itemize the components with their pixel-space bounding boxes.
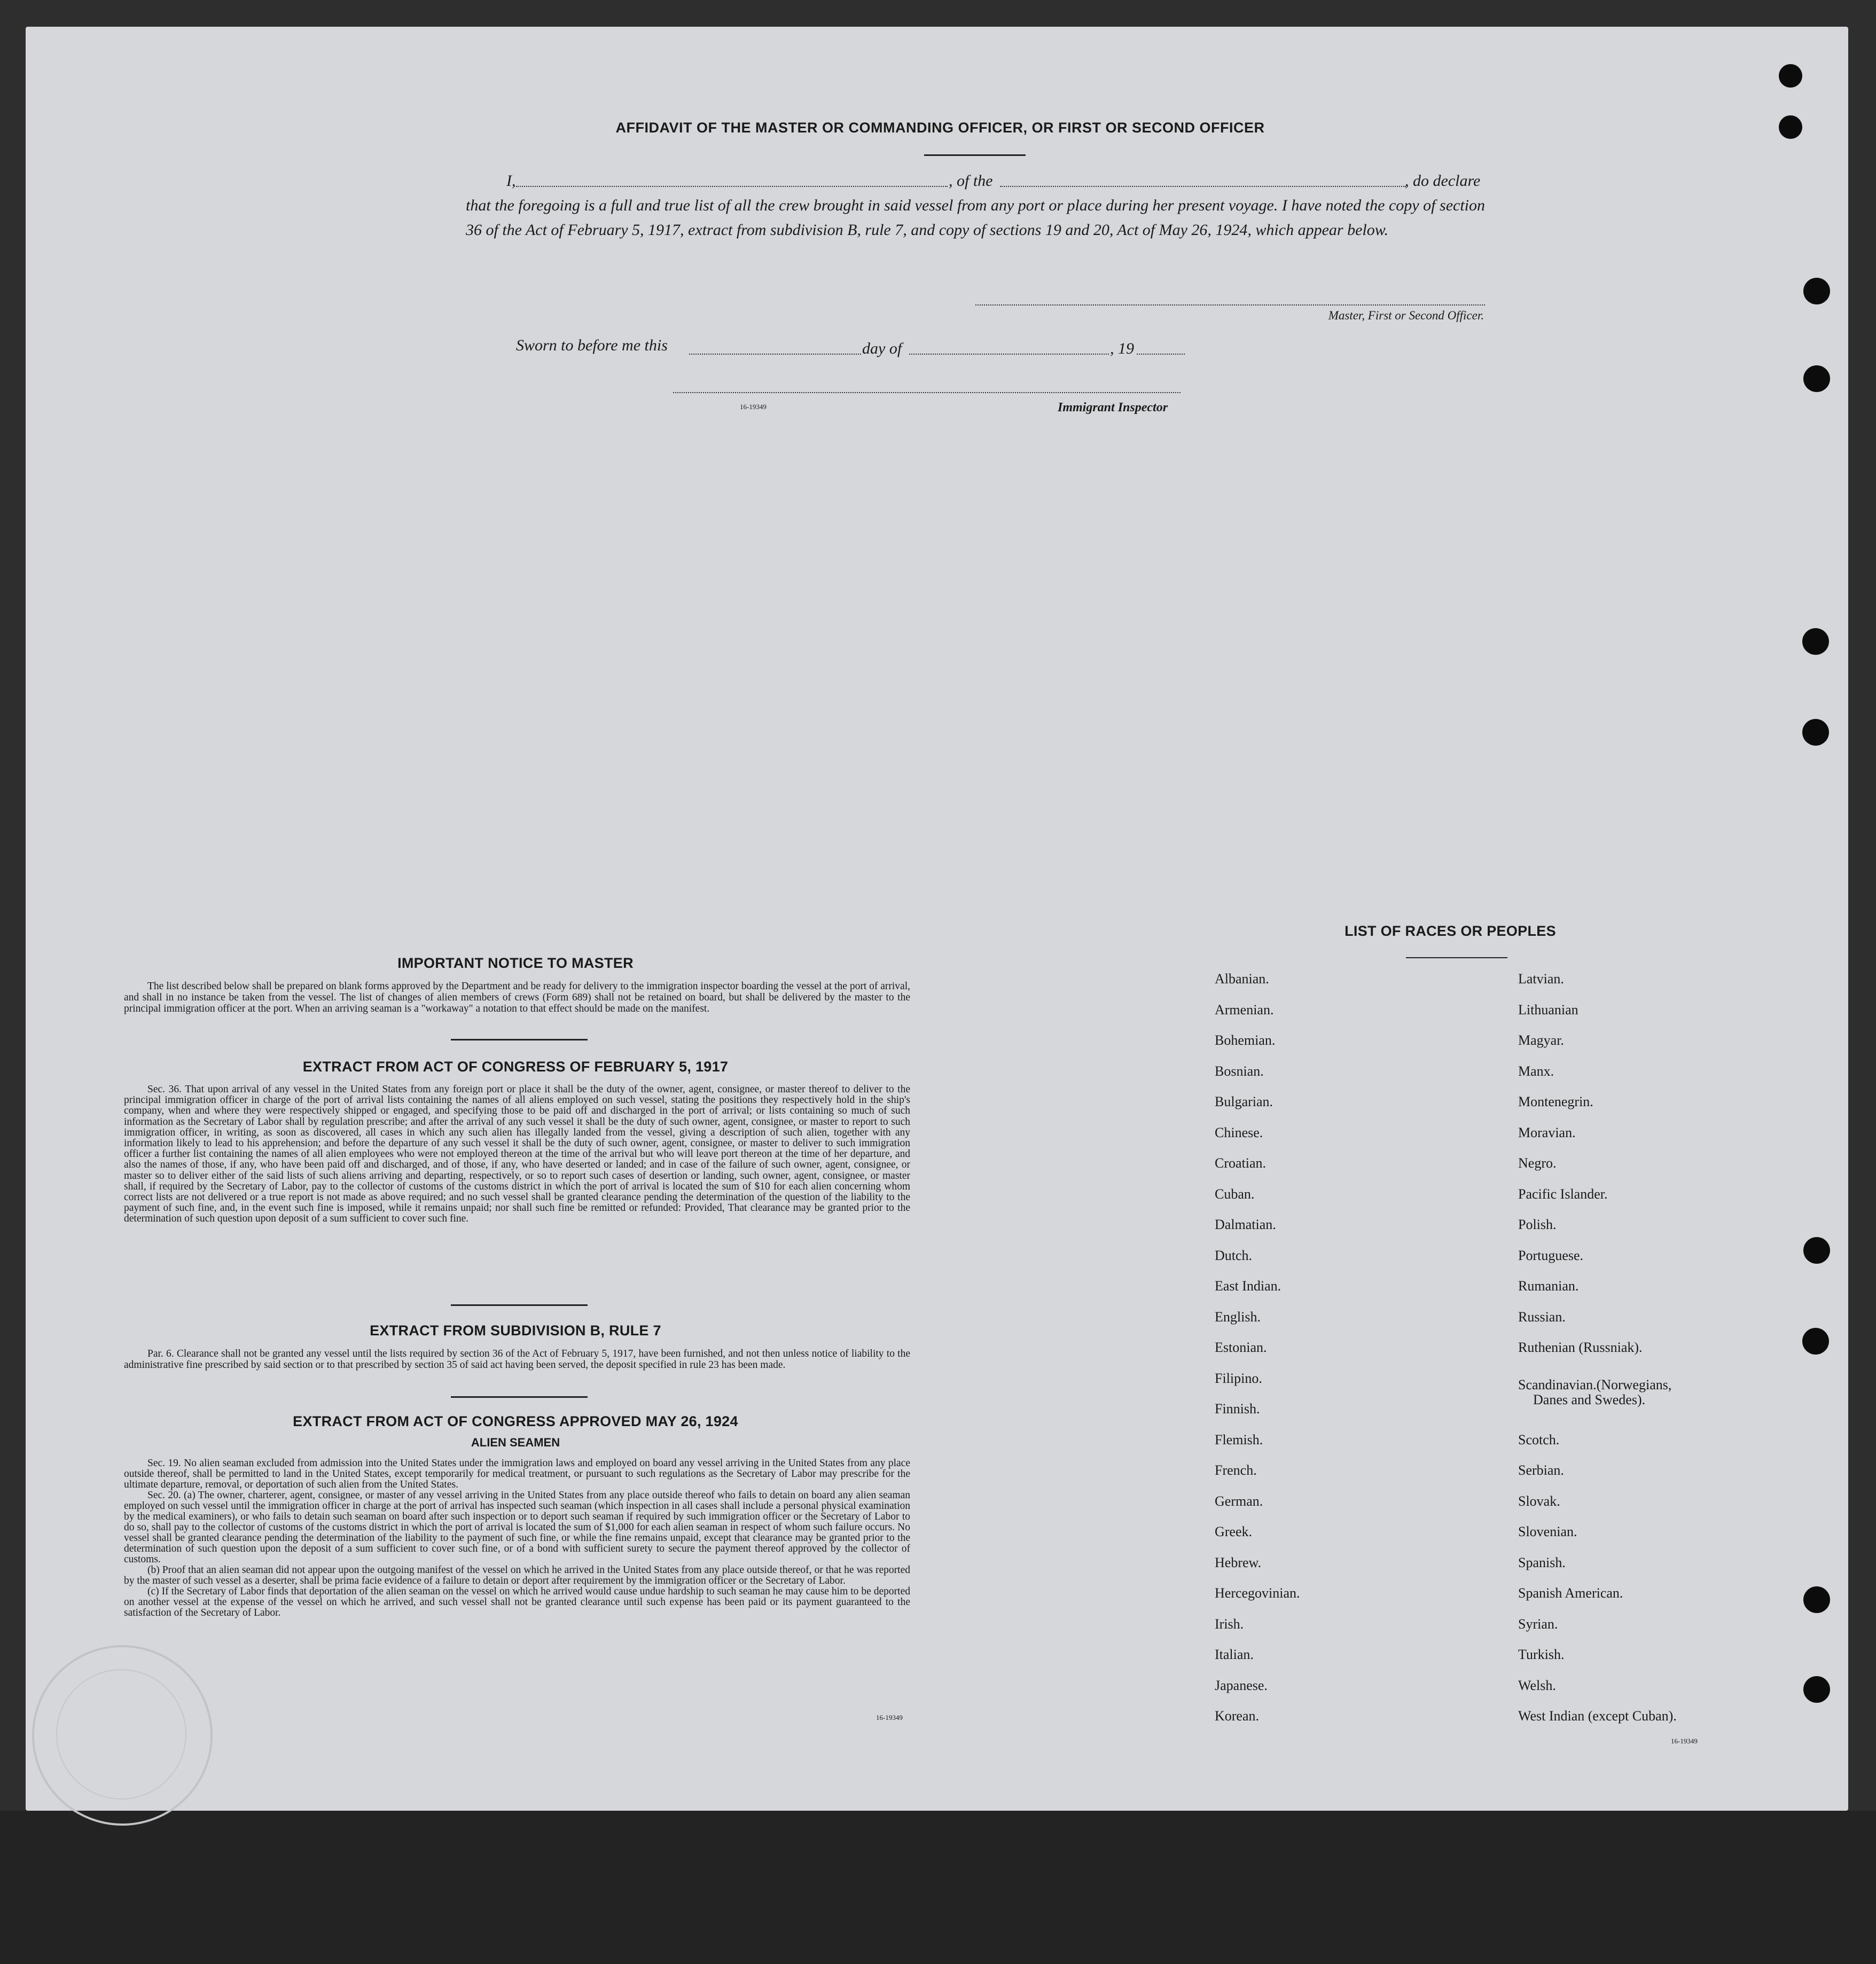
race-item: Finnish. [1215,1401,1260,1417]
race-item: Pacific Islander. [1518,1186,1608,1202]
extract-1917-title: EXTRACT FROM ACT OF CONGRESS OF FEBRUARY 5, 1917 [302,1059,729,1075]
race-item: German. [1215,1493,1263,1509]
race-item: Flemish. [1215,1431,1263,1447]
race-item: Irish. [1215,1616,1244,1632]
race-item: Bosnian. [1215,1063,1264,1079]
race-item: Ruthenian (Russniak). [1518,1340,1643,1355]
race-item: Chinese. [1215,1124,1263,1140]
extract-1924-title: EXTRACT FROM ACT OF CONGRESS APPROVED MAY 26, 1924 [293,1413,738,1429]
affidavit-body: that the foregoing is a full and true list of all the crew brought in said vessel from any port or place during her present voyage. I have noted the copy of section 36 of the Act of February 5, 1917, extract from subdivision B, rule 7, and copy of sections 19 and 20, Act of May 26, 1924, which appear below. [466,197,1485,239]
sworn-label: Sworn to before me this [516,337,668,354]
punch-hole-6 [1802,719,1829,746]
extract-1924-text [124,1458,910,1618]
races-title-rule [1406,957,1507,958]
notice-rule [451,1039,588,1040]
extract-1917-rule [451,1304,588,1306]
extract-1917-text [124,1084,910,1225]
race-item: French. [1215,1462,1257,1478]
punch-hole-9 [1803,1586,1830,1613]
race-item: Korean. [1215,1708,1260,1724]
race-item: Magyar. [1518,1032,1564,1048]
day-of-label: day of [862,340,902,357]
alien-seamen-subtitle: ALIEN SEAMEN [471,1436,560,1449]
race-item: Portuguese. [1518,1247,1584,1263]
affidavit-title: AFFIDAVIT OF THE MASTER OR COMMANDING OFFICER, OR FIRST OR SECOND OFFICER [615,120,1265,136]
sec-20b-paragraph: (b) Proof that an alien seaman did not appear upon the outgoing manifest of the vessel on which he arrived in the United States from any place outside thereof, or that he was reported by the master of such vessel as a deserter, shall be prima facie evidence of a failure to detain or deport after requirement by the immigration officer or the Secretary of Labor. [124,1564,910,1586]
race-item: Japanese. [1215,1677,1268,1693]
race-item: Armenian. [1215,1001,1274,1018]
punch-hole-2 [1779,115,1802,139]
race-item: Welsh. [1518,1677,1556,1693]
race-item: Spanish. [1518,1554,1566,1570]
race-item: Filipino. [1215,1370,1262,1386]
sworn-year-line [1137,354,1185,355]
punch-hole-10 [1803,1676,1830,1703]
race-item: Cuban. [1215,1186,1255,1202]
race-item: Spanish American. [1518,1585,1623,1601]
race-item: Slovenian. [1518,1524,1577,1539]
inspector-label: Immigrant Inspector [1058,401,1168,414]
race-item: Scandinavian.(Norwegians, [1518,1376,1672,1392]
race-item-continuation: Danes and Swedes). [1533,1391,1646,1407]
sworn-month-line [909,354,1109,355]
race-item: Hercegovinian. [1215,1585,1300,1601]
notice-text [124,981,910,1014]
race-item: Rumanian. [1518,1278,1579,1294]
race-item: Italian. [1215,1647,1254,1662]
race-item: Bulgarian. [1215,1094,1273,1109]
year-label: , 19 [1110,340,1134,357]
race-item: Serbian. [1518,1462,1564,1478]
affidavit-name-line [516,186,948,187]
race-item: Moravian. [1518,1124,1576,1140]
races-form-number: 16-19349 [1671,1737,1698,1745]
race-item: Russian. [1518,1309,1566,1325]
race-item: Greek. [1215,1524,1253,1539]
race-item: Lithuanian [1518,1001,1578,1018]
race-item: Dutch. [1215,1247,1253,1263]
race-item: East Indian. [1215,1278,1281,1294]
race-item: Scotch. [1518,1431,1560,1447]
race-item: Hebrew. [1215,1554,1262,1570]
affidavit-vessel-line [1000,186,1406,187]
sec-20a-paragraph: Sec. 20. (a) The owner, charterer, agent, consignee, or master of any vessel arriving in the United States from any place outside thereof who fails to detain on board any alien seaman employed on such vessel until the immigration officer in charge at the port of arrival has inspected such seaman (which inspection in all cases shall include a personal physical examination by the medical examiners), or who fails to detain such seaman on board after such inspection or to deport such seaman if required by such immigration officer or the Secretary of Labor to do so, shall pay to the collector of customs of the customs district in which the port of arrival is located the sum of $1,000 for each alien seaman in respect of whom such failure occurs. No vessel shall be granted clearance pending the determination of the liability to the payment of such fine, or while the fine remains unpaid, except that clearance may be granted prior to the determination of such question upon the deposit of a sum sufficient to cover such fine, or of a bond with sufficient surety to secure the payment thereof approved by the collector of customs. [124,1490,910,1565]
par-6-paragraph: Par. 6. Clearance shall not be granted any vessel until the lists required by section 36 of the Act of February 5, 1917, have been furnished, and not then unless notice of liability to the administrative fine prescribed by said section or to that prescribed by section 35 of said act having been served, the deposit specified in rule 23 has been made. [124,1348,910,1371]
affidavit-form-number: 16-19349 [740,403,767,411]
rule7-text [124,1348,910,1371]
race-item: English. [1215,1309,1261,1325]
sec-20c-paragraph: (c) If the Secretary of Labor finds that deportation of the alien seaman on the vessel on which he arrived would cause undue hardship to such seaman he may cause him to be deported on another vessel at the expense of the vessel on which he arrived, and such vessel shall not be granted clearance until such expense has been paid or its payment guaranteed to the satisfaction of the Secretary of Labor. [124,1586,910,1618]
punch-hole-5 [1802,628,1829,655]
affidavit-i-label: I, [506,172,516,190]
scan-background [0,1811,1876,1964]
race-item: Syrian. [1518,1616,1558,1632]
race-item: Estonian. [1215,1340,1267,1355]
race-item: Manx. [1518,1063,1554,1079]
notice-form-number: 16-19349 [876,1713,903,1722]
faded-seal-inner-ring [56,1669,186,1799]
race-item: Croatian. [1215,1155,1267,1171]
master-signature-line [975,304,1485,306]
rule7-rule [451,1396,588,1398]
sworn-day-line [689,354,861,355]
punch-hole-7 [1803,1237,1830,1264]
rule7-title: EXTRACT FROM SUBDIVISION B, RULE 7 [370,1323,661,1339]
master-signature-label: Master, First or Second Officer. [1328,309,1484,322]
race-item: Dalmatian. [1215,1217,1276,1232]
affidavit-do-declare-label: , do declare [1405,172,1481,190]
race-item: Slovak. [1518,1493,1560,1509]
races-title: LIST OF RACES OR PEOPLES [1345,923,1556,939]
affidavit-title-rule [924,154,1026,156]
race-item: Negro. [1518,1155,1557,1171]
punch-hole-8 [1802,1328,1829,1355]
race-item: Turkish. [1518,1647,1565,1662]
punch-hole-1 [1779,64,1802,88]
notice-title: IMPORTANT NOTICE TO MASTER [397,955,634,971]
race-item: Montenegrin. [1518,1094,1593,1109]
race-item: Polish. [1518,1217,1557,1232]
race-item: Bohemian. [1215,1032,1276,1048]
race-item: Albanian. [1215,971,1269,987]
race-item: Latvian. [1518,971,1564,987]
punch-hole-4 [1803,365,1830,392]
sec-19-paragraph: Sec. 19. No alien seaman excluded from admission into the United States under the immigration laws and employed on board any vessel arriving in the United States from any place outside thereof, shall be permitted to land in the United States, except temporarily for medical treatment, or pursuant to such regulations as the Secretary of Labor may prescribe for the ultimate departure, removal, or deportation of such alien from the United States. [124,1458,910,1490]
inspector-signature-line [673,392,1181,393]
sec-36-paragraph: Sec. 36. That upon arrival of any vessel in the United States from any foreign port or place it shall be the duty of the owner, agent, consignee, or master thereof to deliver to the principal immigration officer in charge of the port of arrival lists containing the names of all aliens employed on such vessel, stating the positions they respectively hold in the ship's company, when and where they were respectively shipped or engaged, and specifying those to be paid off and discharged in the port of arrival; or lists containing so much of such information as the Secretary of Labor shall by regulation prescribe; and after the arrival of any such vessel it shall be the duty of such owner, agent, consignee, or master to report to such immigration officer, in writing, as soon as discovered, all cases in which any such alien has illegally landed from the vessel, giving a description of such alien, together with any information likely to lead to his apprehension; and before the departure of any such vessel it shall be the duty of such owner, agent, consignee, or master to deliver to such immigration officer a further list containing the names of all alien employees who were not employed thereon at the time of the arrival but who will leave port thereon at the time of her departure, and also the names of those, if any, who have been paid off and discharged, and of those, if any, who have deserted or landed; and in case of the failure of such owner, agent, consignee, or master so to deliver either of the said lists of such aliens arriving and departing, respectively, or so to report such cases of desertion or landing, such owner, agent, consignee, or master shall, if required by the Secretary of Labor, pay to the collector of customs of the customs district in which the port of arrival is located the sum of $10 for each alien concerning whom correct lists are not delivered or a true report is not made as above required; and no such vessel shall be granted clearance pending the determination of the question of the liability to the payment of such fine, and, in the event such fine is imposed, while it remains unpaid; nor shall such fine be remitted or refunded: Provided, That clearance may be granted prior to the determination of such question upon deposit of a sum sufficient to cover such fine. [124,1084,910,1225]
affidavit-of-the-label: , of the [949,172,993,190]
race-item: West Indian (except Cuban). [1518,1708,1677,1724]
notice-paragraph: The list described below shall be prepared on blank forms approved by the Department and be ready for delivery to the immigration inspector boarding the vessel at the port of arrival, and shall in no instance be taken from the vessel. The list of changes of alien members of crews (Form 689) shall not be retained on board, but shall be delivered by the master to the principal immigration officer at the port. When an arriving seaman is a "workaway" a notation to that effect should be made on the manifest. [124,981,910,1014]
punch-hole-3 [1803,278,1830,304]
